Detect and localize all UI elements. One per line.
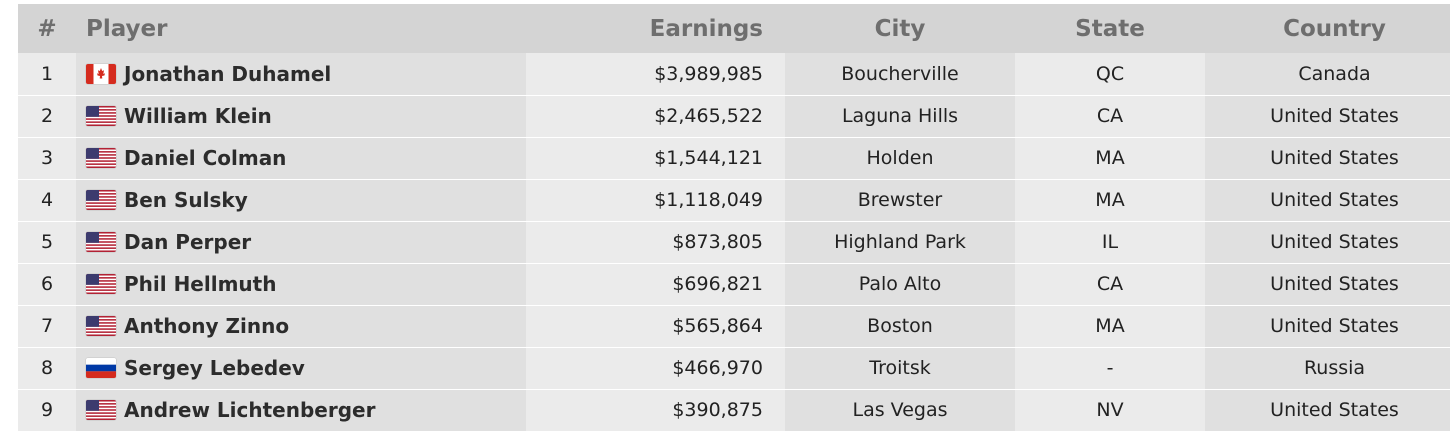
country-cell: Canada <box>1205 53 1450 95</box>
table-row <box>18 347 1450 389</box>
state-cell: QC <box>1015 53 1205 95</box>
rank-cell: 1 <box>18 53 76 95</box>
player-name-link[interactable]: William Klein <box>124 104 272 128</box>
usa-flag-icon <box>86 316 116 336</box>
usa-flag-icon <box>86 274 116 294</box>
table-row <box>18 137 1450 179</box>
rank-cell: 9 <box>18 389 76 431</box>
earnings-cell: $2,465,522 <box>526 95 785 137</box>
canada-flag-icon <box>86 64 116 84</box>
city-cell: Holden <box>785 137 1015 179</box>
earnings-cell: $466,970 <box>526 347 785 389</box>
country-cell: United States <box>1205 179 1450 221</box>
player-cell <box>76 137 526 179</box>
table-header <box>18 4 1450 53</box>
player-cell <box>76 53 526 95</box>
player-name-link[interactable]: Sergey Lebedev <box>124 356 305 380</box>
earnings-cell: $3,989,985 <box>526 53 785 95</box>
city-cell: Las Vegas <box>785 389 1015 431</box>
player-cell <box>76 389 526 431</box>
player-cell <box>76 305 526 347</box>
earnings-cell: $390,875 <box>526 389 785 431</box>
state-cell: MA <box>1015 305 1205 347</box>
city-cell: Troitsk <box>785 347 1015 389</box>
russia-flag-icon <box>86 358 116 378</box>
state-cell: - <box>1015 347 1205 389</box>
player-name-link[interactable]: Phil Hellmuth <box>124 272 277 296</box>
state-cell: MA <box>1015 179 1205 221</box>
state-cell: CA <box>1015 95 1205 137</box>
player-name-link[interactable]: Jonathan Duhamel <box>124 61 332 86</box>
rank-cell: 3 <box>18 137 76 179</box>
rank-cell: 7 <box>18 305 76 347</box>
earnings-cell: $1,544,121 <box>526 137 785 179</box>
country-cell: United States <box>1205 137 1450 179</box>
state-cell: IL <box>1015 221 1205 263</box>
player-cell <box>76 347 526 389</box>
player-cell <box>76 179 526 221</box>
country-cell: United States <box>1205 305 1450 347</box>
player-name-link[interactable]: Andrew Lichtenberger <box>124 398 376 422</box>
rank-cell: 6 <box>18 263 76 305</box>
country-cell: United States <box>1205 221 1450 263</box>
earnings-cell: $873,805 <box>526 221 785 263</box>
player-cell <box>76 221 526 263</box>
player-name-link[interactable]: Daniel Colman <box>124 146 287 170</box>
table-row <box>18 179 1450 221</box>
player-name-link[interactable]: Ben Sulsky <box>124 188 248 212</box>
earnings-cell: $696,821 <box>526 263 785 305</box>
rank-cell: 5 <box>18 221 76 263</box>
state-cell: NV <box>1015 389 1205 431</box>
usa-flag-icon <box>86 148 116 168</box>
usa-flag-icon <box>86 190 116 210</box>
country-cell: United States <box>1205 263 1450 305</box>
city-cell: Highland Park <box>785 221 1015 263</box>
city-cell: Laguna Hills <box>785 95 1015 137</box>
country-cell: Russia <box>1205 347 1450 389</box>
table-row <box>18 305 1450 347</box>
player-name-link[interactable]: Anthony Zinno <box>124 314 290 338</box>
state-cell: CA <box>1015 263 1205 305</box>
header-row <box>18 4 1450 53</box>
rank-cell: 2 <box>18 95 76 137</box>
rank-cell: 4 <box>18 179 76 221</box>
header-country[interactable]: Country <box>1283 15 1386 42</box>
table-row <box>18 221 1450 263</box>
city-cell: Palo Alto <box>785 263 1015 305</box>
table-row <box>18 389 1450 431</box>
country-cell: United States <box>1205 95 1450 137</box>
city-cell: Boston <box>785 305 1015 347</box>
earnings-cell: $565,864 <box>526 305 785 347</box>
table-body <box>18 53 1450 431</box>
table-row <box>18 263 1450 305</box>
header-player[interactable]: Player <box>86 15 168 42</box>
table-row <box>18 53 1450 95</box>
header-city[interactable]: City <box>874 15 926 42</box>
header-rank[interactable]: # <box>37 15 57 42</box>
city-cell: Boucherville <box>785 53 1015 95</box>
usa-flag-icon <box>86 232 116 252</box>
earnings-table-container <box>18 4 1432 432</box>
country-cell: United States <box>1205 389 1450 431</box>
usa-flag-icon <box>86 400 116 420</box>
city-cell: Brewster <box>785 179 1015 221</box>
usa-flag-icon <box>86 106 116 126</box>
state-cell: MA <box>1015 137 1205 179</box>
table-row <box>18 95 1450 137</box>
header-earnings[interactable]: Earnings <box>649 15 763 42</box>
earnings-table <box>18 4 1450 432</box>
earnings-cell: $1,118,049 <box>526 179 785 221</box>
player-name-link[interactable]: Dan Perper <box>124 230 252 254</box>
player-cell <box>76 263 526 305</box>
rank-cell: 8 <box>18 347 76 389</box>
header-state[interactable]: State <box>1075 15 1145 42</box>
player-cell <box>76 95 526 137</box>
